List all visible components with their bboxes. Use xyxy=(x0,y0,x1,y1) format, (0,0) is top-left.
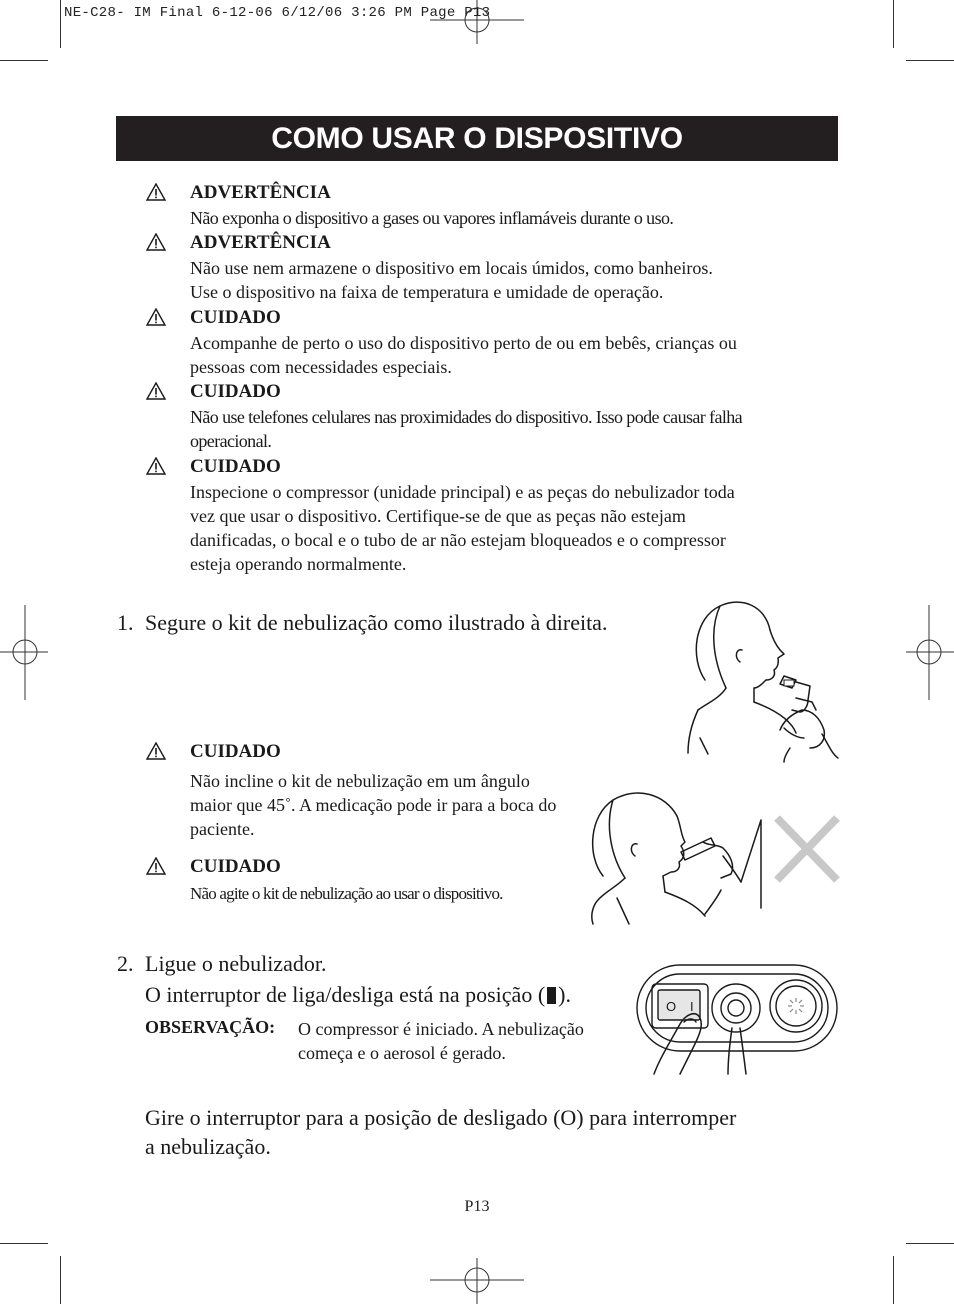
caution-line: esteja operando normalmente. xyxy=(190,554,407,574)
caution-line: operacional. xyxy=(190,431,272,451)
caution-text xyxy=(190,882,503,906)
caution-heading: CUIDADO xyxy=(190,741,281,762)
step-2-number: 2. xyxy=(117,951,134,976)
caution-line: Acompanhe de perto o uso do dispositivo perto de ou em bebês, crianças ou xyxy=(190,333,737,353)
warning-triangle-icon xyxy=(146,233,166,251)
note-text xyxy=(298,1017,584,1065)
note-label: OBSERVAÇÃO: xyxy=(145,1017,276,1037)
caution-heading: CUIDADO xyxy=(190,456,281,477)
turn-off-line: a nebulização. xyxy=(145,1134,271,1159)
page-title-bar xyxy=(116,116,838,161)
caution-line: Não use telefones celulares nas proximidades do dispositivo. Isso pode causar falha xyxy=(190,407,743,427)
caution-text xyxy=(190,480,735,576)
caution-line: Não incline o kit de nebulização em um ângulo xyxy=(190,771,530,791)
switch-position-line xyxy=(145,982,571,1008)
warning-line: Não use nem armazene o dispositivo em locais úmidos, como banheiros. xyxy=(190,258,713,278)
mouthpiece-shape xyxy=(784,680,794,686)
tilted-nebulizer-illustration xyxy=(585,786,841,926)
caution-line: maior que 45˚. A medicação pode ir para a boca do xyxy=(190,795,557,815)
warning-text xyxy=(190,256,713,304)
caution-line: Inspecione o compressor (unidade principal) e as peças do nebulizador toda xyxy=(190,482,735,502)
caution-triangle-icon xyxy=(146,457,166,475)
caution-line: paciente. xyxy=(190,819,255,839)
step-1-text: Segure o kit de nebulização como ilustrado à direita. xyxy=(145,610,608,635)
page-title: COMO USAR O DISPOSITIVO xyxy=(271,121,683,155)
caution-triangle-icon xyxy=(146,742,166,760)
warning-triangle-icon xyxy=(146,183,166,201)
caution-line: pessoas com necessidades especiais. xyxy=(190,357,452,377)
caution-text xyxy=(190,331,737,379)
switch-on-icon xyxy=(547,987,556,1004)
caution-heading: CUIDADO xyxy=(190,856,281,877)
caution-line: Não agite o kit de nebulização ao usar o dispositivo. xyxy=(190,884,503,903)
filter-cover-icon xyxy=(788,998,804,1014)
note-line: O compressor é iniciado. A nebulização xyxy=(298,1019,584,1039)
warning-line: Use o dispositivo na faixa de temperatura e umidade de operação. xyxy=(190,282,664,302)
caution-heading: CUIDADO xyxy=(190,381,281,402)
step-2-text: Ligue o nebulizador. xyxy=(145,951,327,976)
print-slug: NE-C28- IM Final 6-12-06 6/12/06 3:26 PM Page P13 xyxy=(64,5,491,21)
holding-nebulizer-illustration xyxy=(680,598,840,763)
warning-heading: ADVERTÊNCIA xyxy=(190,232,331,253)
caution-triangle-icon xyxy=(146,857,166,875)
switch-position-text-end: ). xyxy=(558,982,571,1007)
caution-triangle-icon xyxy=(146,308,166,326)
warning-text xyxy=(190,206,673,230)
note-line: começa e o aerosol é gerado. xyxy=(298,1043,506,1063)
caution-text xyxy=(190,405,742,453)
switch-position-text: O interruptor de liga/desliga está na posição ( xyxy=(145,982,546,1007)
turn-off-instruction xyxy=(145,1103,736,1161)
caution-text xyxy=(190,769,556,841)
turn-off-line: Gire o interruptor para a posição de desligado (O) para interromper xyxy=(145,1105,737,1130)
caution-heading: CUIDADO xyxy=(190,307,281,328)
step-1-number: 1. xyxy=(117,610,134,635)
caution-triangle-icon xyxy=(146,382,166,400)
compressor-switch-illustration xyxy=(636,962,840,1076)
warning-line: Não exponha o dispositivo a gases ou vapores inflamáveis durante o uso. xyxy=(190,208,674,228)
caution-line: danificadas, o bocal e o tubo de ar não estejam bloqueados e o compressor xyxy=(190,530,726,550)
page-number: P13 xyxy=(464,1198,490,1215)
caution-line: vez que usar o dispositivo. Certifique-se de que as peças não estejam xyxy=(190,506,686,526)
prohibited-x-icon xyxy=(777,818,837,880)
warning-heading: ADVERTÊNCIA xyxy=(190,182,331,203)
switch-off-label: O xyxy=(666,999,677,1014)
switch-on-label: I xyxy=(690,999,694,1014)
